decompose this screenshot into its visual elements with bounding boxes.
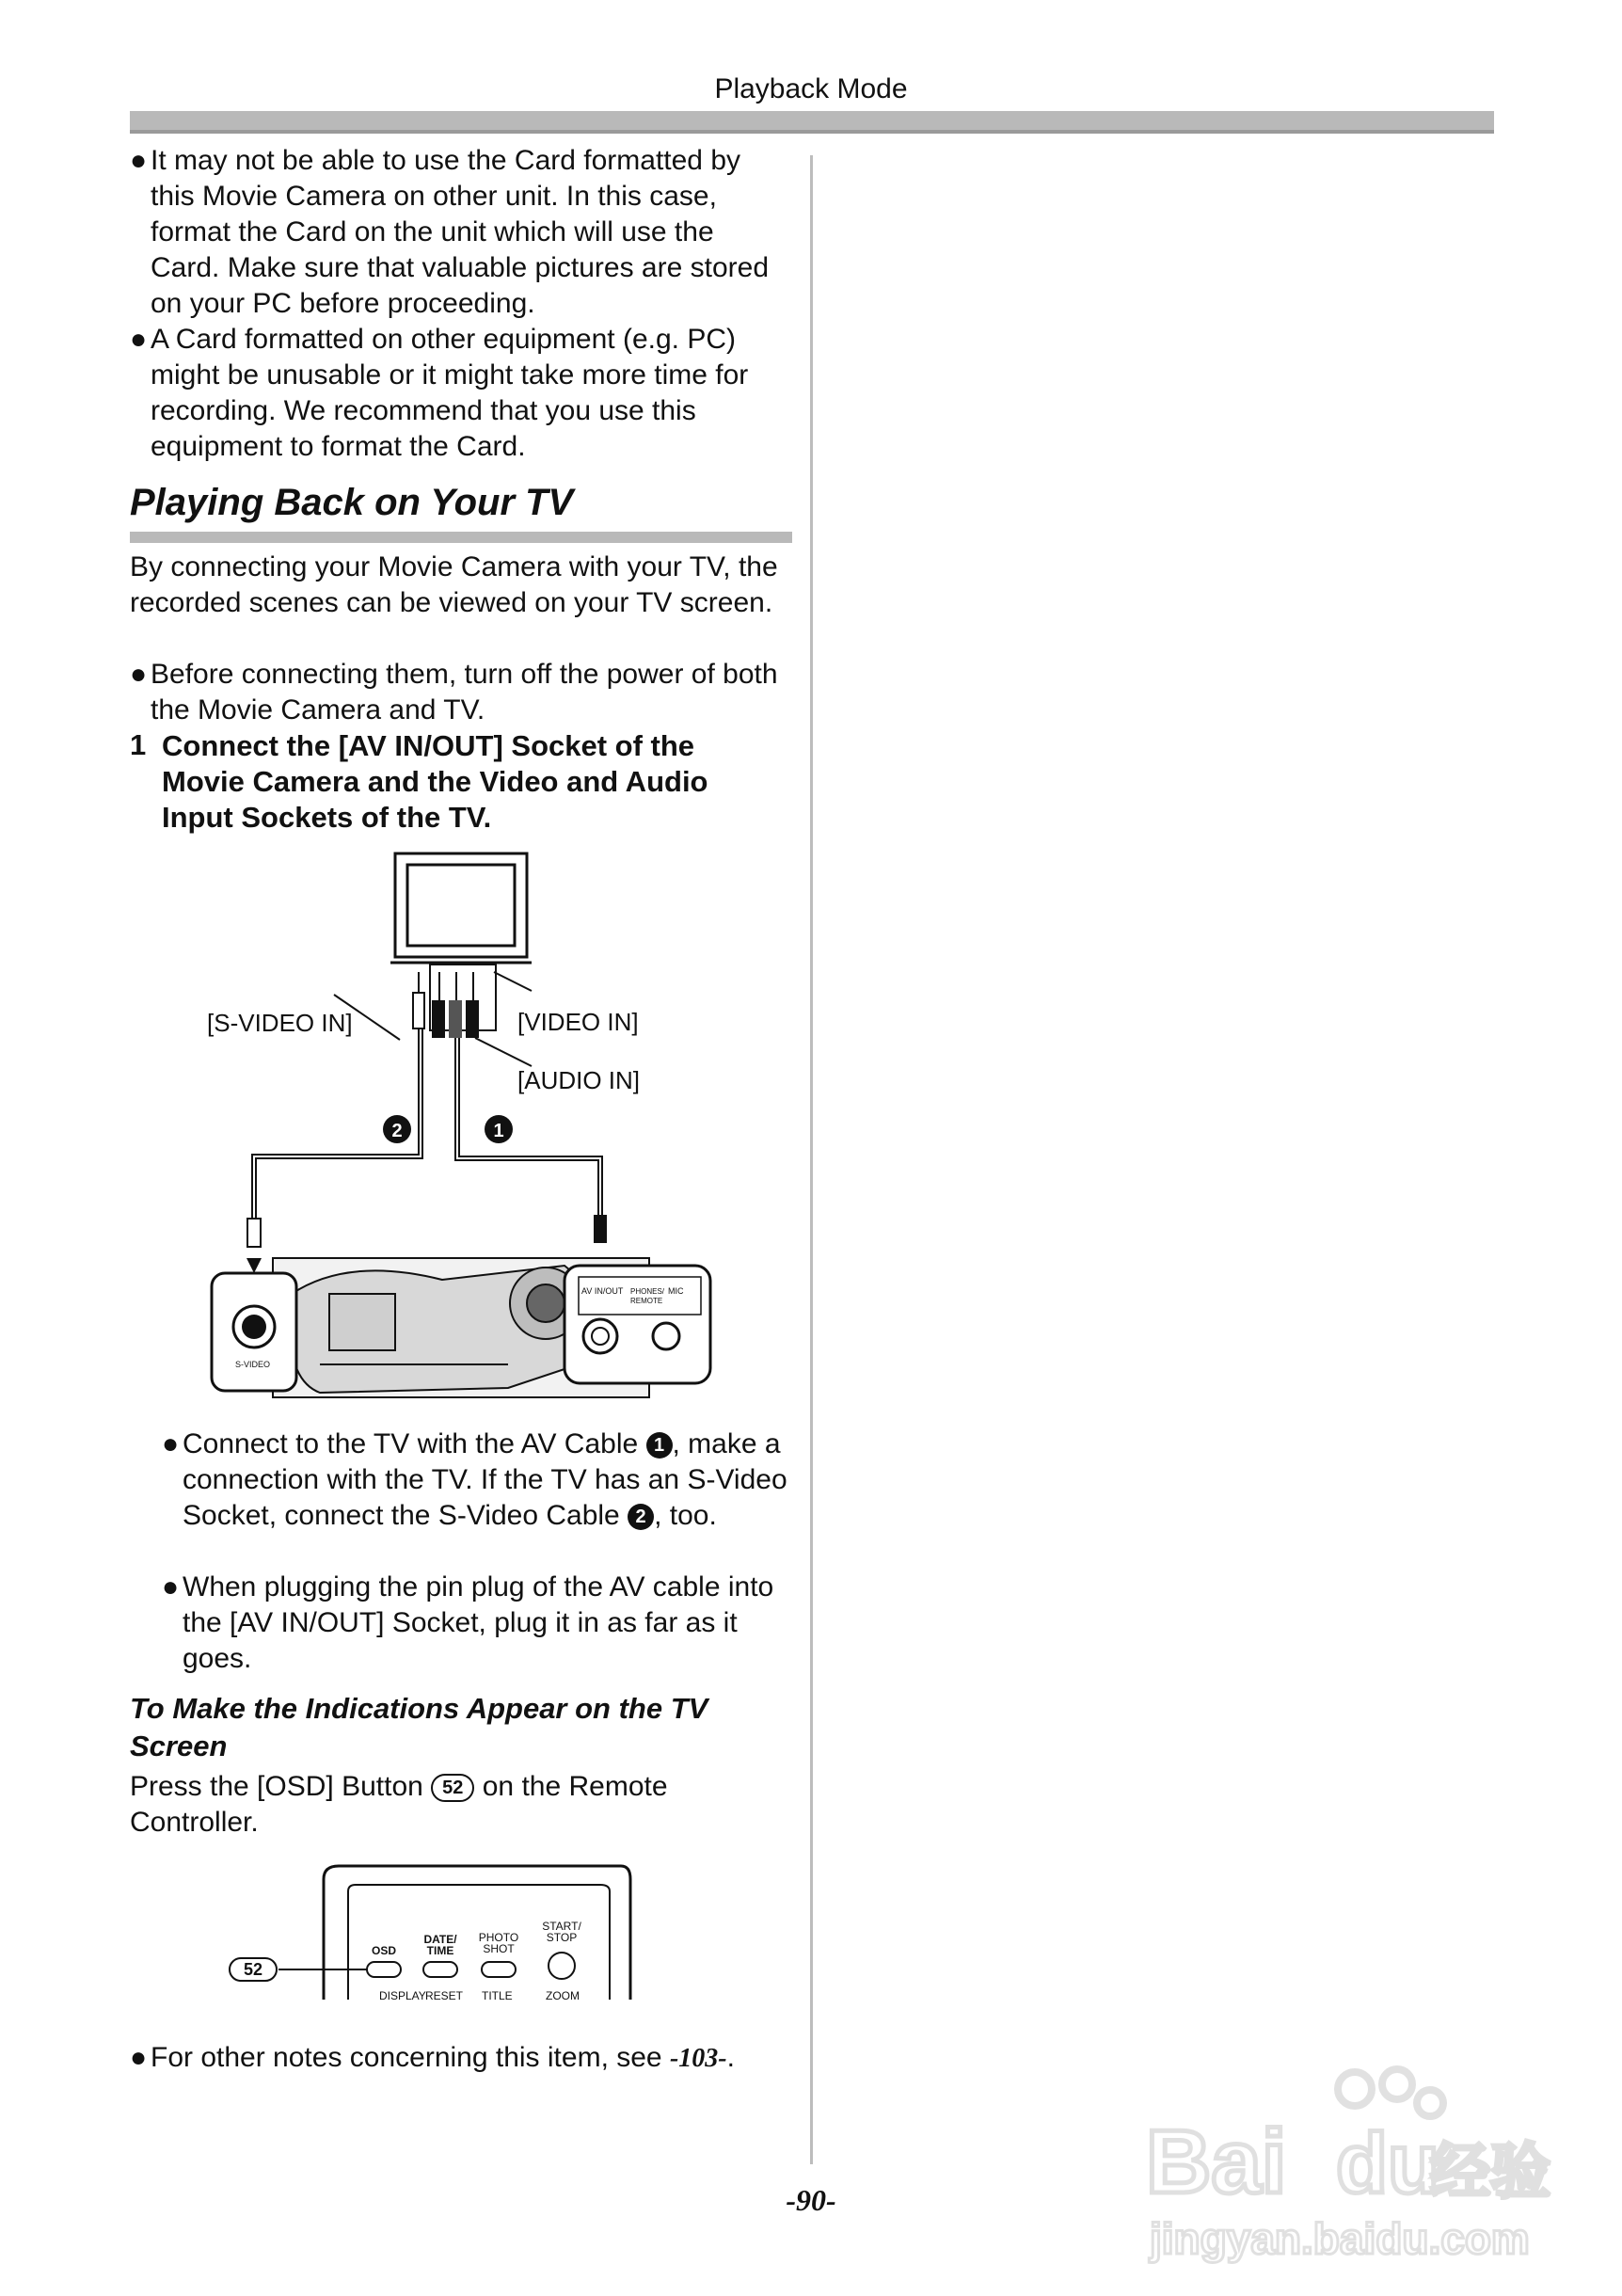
svg-text:1: 1 [493,1121,504,1141]
svg-text:PHOTO: PHOTO [478,1931,519,1944]
connect-text-2: , make a connection with the TV. If the TV has an S-Video Socket, connect the S-Video Cable [183,1428,787,1531]
intro-bullet-2 [130,322,788,465]
svg-text:2: 2 [391,1121,403,1141]
bullet-text: A Card formatted on other equipment (e.g. PC) might be unusable or it might take more time for recording. We recommend that you use this equipment to format the Card. [151,324,749,462]
tv-icon [390,853,532,963]
bullet-dot-icon: ● [130,2042,148,2073]
av-socket-inset [565,1266,710,1383]
step-text: Connect the [AV IN/OUT] Socket of the Movie Camera and the Video and Audio Input Sockets of the TV. [162,729,708,834]
page-number: -90- [786,2183,836,2217]
cables [252,1028,602,1220]
callout-52-badge [230,1958,277,1981]
final-note: ● For other notes concerning this item, see -103-. [130,2040,788,2077]
svg-text:SHOT: SHOT [483,1942,515,1955]
svg-text:ZOOM: ZOOM [546,1989,580,2000]
page-ref-link[interactable]: -103- [669,2044,727,2073]
svg-text:STOP: STOP [546,1931,578,1944]
step-number: 1 [130,728,147,761]
connect-text-1: Connect to the TV with the AV Cable [183,1428,646,1459]
section-intro: By connecting your Movie Camera with your TV, the recorded scenes can be viewed on your TV screen. [130,551,778,618]
osd-label: OSD [371,1944,397,1957]
svg-text:RESET: RESET [425,1989,464,2000]
baidu-watermark-logo [1129,2051,1552,2268]
intro-bullet-1 [130,143,788,322]
svg-text:MIC: MIC [668,1286,684,1296]
indications-text: Press the [OSD] Button 52 on the Remote Controller. [130,1771,668,1838]
svideo-socket-inset [212,1273,296,1391]
svg-text:DISPLAY: DISPLAY [379,1989,426,2000]
button-ref-badge: 52 [431,1774,474,1802]
marker-2-icon: 2 [628,1504,654,1530]
label-svideo-in: [S-VIDEO IN] [207,1009,353,1037]
svg-text:du: du [1336,2117,1439,2211]
svg-text:S-VIDEO: S-VIDEO [235,1360,271,1369]
bullet-before-connecting [130,657,788,728]
connection-diagram [207,852,715,1407]
section-rule [130,532,792,543]
running-header: Playback Mode [714,73,908,104]
bullet-dot-icon: ● [162,1428,180,1459]
svg-text:REMOTE: REMOTE [630,1297,663,1305]
svg-text:AV IN/OUT: AV IN/OUT [581,1286,624,1296]
bullet-text: Before connecting them, turn off the power of both the Movie Camera and TV. [151,659,778,725]
indications-heading: To Make the Indications Appear on the TV Screen [130,1692,708,1762]
bullet-dot-icon: ● [130,145,148,176]
svg-text:TITLE: TITLE [482,1989,513,2000]
bullet-text: When plugging the pin plug of the AV cable into the [AV IN/OUT] Socket, plug it in as far as it goes. [183,1571,774,1674]
marker-1-icon: 1 [646,1432,673,1459]
connect-bullet-2 [162,1570,792,1677]
marker-1-icon [485,1115,513,1143]
svg-text:jingyan.baidu.com: jingyan.baidu.com [1150,2214,1530,2263]
svg-text:52: 52 [243,1960,263,1979]
section-title: Playing Back on Your TV [130,482,574,523]
label-video-in: [VIDEO IN] [517,1008,639,1036]
svg-text:PHONES/: PHONES/ [630,1287,665,1296]
svg-text:经验: 经验 [1430,2138,1550,2208]
osd-button[interactable] [367,1962,401,1977]
bullet-dot-icon: ● [130,324,148,355]
marker-2-icon [383,1115,411,1143]
svg-text:Bai: Bai [1146,2112,1287,2212]
bullet-text: It may not be able to use the Card formatted by this Movie Camera on other unit. In this case, format the Card on the unit which will use the Card. Make sure that valuable pictures are stored on your PC before proceeding. [151,145,769,319]
bullet-dot-icon: ● [130,659,148,690]
label-audio-in: [AUDIO IN] [517,1066,641,1094]
start-stop-button[interactable] [549,1953,575,1979]
connect-text-3: , too. [654,1500,717,1531]
column-divider [810,155,813,2164]
photo-shot-button[interactable] [482,1962,516,1977]
bullet-dot-icon: ● [162,1571,180,1602]
svg-text:DATE/: DATE/ [423,1933,457,1946]
connect-bullet-1 [162,1427,792,1534]
svg-text:TIME: TIME [426,1944,454,1957]
svg-text:START/: START/ [542,1920,581,1933]
header-rule [130,111,1494,134]
date-time-button[interactable] [423,1962,457,1977]
remote-controller-diagram [226,1858,640,2000]
